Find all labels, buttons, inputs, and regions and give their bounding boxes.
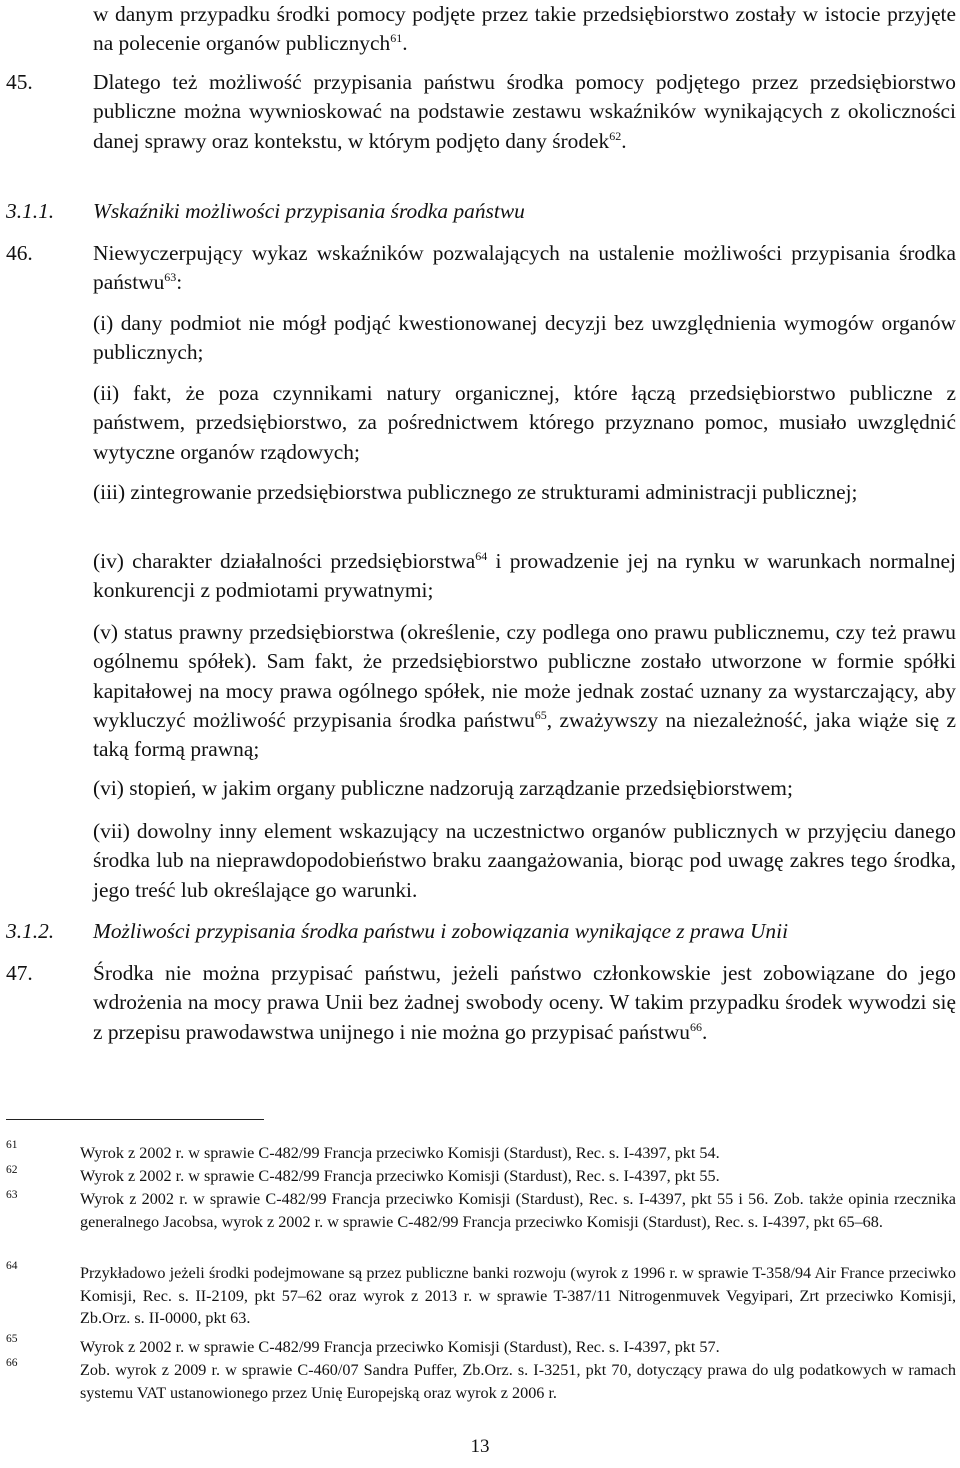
paragraph-number-45: 45.	[6, 70, 33, 94]
footnote-number-66: 66	[6, 1357, 18, 1369]
footnote-ref-64[interactable]: 64	[475, 548, 488, 563]
section-heading-3-1-2: 3.1.2. Możliwości przypisania środka państwu i zobowiązania wynikające z prawa Unii	[6, 919, 789, 943]
footnote-number-61: 61	[6, 1139, 18, 1151]
paragraph-number-46: 46.	[6, 241, 33, 265]
list-item-iv: (iv) charakter działalności przedsiębiorstwa$^{64}$ i prowadzenie jej na rynku w warunkach normalnej konkurencji z podmiotami prywatnymi;	[93, 548, 956, 603]
footnote-64: Przykładowo jeżeli środki podejmowane są przez publiczne banki rozwoju (wyrok z 1996 r. w sprawie T-358/94 Air France przeciwko Komisji, Rec. s. II-2109, pkt 57–62 oraz wyrok z 2013 r. w sprawie T-387/11 Nitrogenmuvek Vegyipari, Zrt przeciwko Komisji, Zb.Orz. s. II-0000, pkt 63.	[80, 1264, 956, 1328]
footnote-number-64: 64	[6, 1260, 18, 1272]
paragraph-46: Niewyczerpujący wykaz wskaźników pozwalających na ustalenie możliwości przypisania środka państwu$^{63}$:	[93, 241, 956, 295]
list-item-ii: (ii) fakt, że poza czynnikami natury organicznej, które łączą przedsiębiorstwo publiczne z państwem, przedsiębiorstwo, za pośrednictwem którego przyznano pomoc, musiało uwzględnić wytyczne organów rządowych;	[93, 381, 956, 464]
list-item-vii: (vii) dowolny inny element wskazujący na uczestnictwo organów publicznych w przyjęciu danego środka lub na nieprawdopodobieństwo braku zaangażowania, biorąc pod uwagę zakres tego środka, jego treść lub określające go warunki.	[93, 819, 956, 902]
paragraph-45: Dlatego też możliwość przypisania państwu środka pomocy podjętego przez przedsiębiorstwo publiczne można wywnioskować na podstawie zestawu wskaźników wynikających z okoliczności danej sprawy oraz kontekstu, w którym podjęto dany środek$^{62}$.	[93, 70, 956, 153]
continued-paragraph: w danym przypadku środki pomocy podjęte przez takie przedsiębiorstwo zostały w istocie przyjęte na polecenie organów publicznych$^{61}$.	[93, 2, 956, 56]
footnote-66: Zob. wyrok z 2009 r. w sprawie C-460/07 Sandra Puffer, Zb.Orz. s. I-3251, pkt 70, dotyczący prawa do ulg podatkowych w ramach systemu VAT ustanowionego przez Unię Europejską oraz wyrok z 2006 r.	[80, 1361, 956, 1402]
footnote-65: Wyrok z 2002 r. w sprawie C-482/99 Francja przeciwko Komisji (Stardust), Rec. s. I-4397, pkt 57.	[80, 1338, 720, 1356]
paragraph-47: Środka nie można przypisać państwu, jeżeli państwo członkowskie jest zobowiązane do jego wdrożenia na mocy prawa Unii bez żadnej swobody oceny. W takim przypadku środek wywodzi się z przepisu prawodawstwa unijnego i nie można go przypisać państwu$^{66}$.	[93, 961, 956, 1044]
page-number: 13	[470, 1436, 490, 1457]
footnote-number-65: 65	[6, 1333, 18, 1345]
list-item-vi: (vi) stopień, w jakim organy publiczne nadzorują zarządzanie przedsiębiorstwem;	[93, 776, 793, 800]
footnote-ref-62[interactable]: 62	[609, 128, 622, 143]
footnote-number-62: 62	[6, 1164, 18, 1176]
footnote-61: Wyrok z 2002 r. w sprawie C-482/99 Francja przeciwko Komisji (Stardust), Rec. s. I-4397, pkt 54.	[80, 1144, 720, 1162]
footnote-62: Wyrok z 2002 r. w sprawie C-482/99 Francja przeciwko Komisji (Stardust), Rec. s. I-4397, pkt 55.	[80, 1167, 720, 1185]
footnote-ref-66[interactable]: 66	[690, 1019, 702, 1034]
list-item-i: (i) dany podmiot nie mógł podjąć kwestionowanej decyzji bez uwzględnienia wymogów organów publicznych;	[93, 311, 956, 365]
footnote-ref-63[interactable]: 63	[164, 270, 177, 285]
section-heading-3-1-1: 3.1.1. Wskaźniki możliwości przypisania środka państwu	[6, 199, 525, 223]
paragraph-number-47: 47.	[6, 961, 33, 985]
footnote-number-63: 63	[6, 1189, 18, 1201]
footnote-ref-61[interactable]: 61	[390, 31, 403, 46]
list-item-v: (v) status prawny przedsiębiorstwa (określenie, czy podlega ono prawu publicznemu, czy też prawu ogólnemu spółek). Sam fakt, że przedsiębiorstwo publiczne zostało utworzone w formie spółki kapitałowej na mocy prawa ogólnego spółek, nie może jednak zostać uznany za wystarczający, aby wykluczyć możliwość przypisania środka państwu$^{65}$, zważywszy na niezależność, jaka wiąże się z taką formą prawną;	[93, 620, 956, 762]
list-item-iii: (iii) zintegrowanie przedsiębiorstwa publicznego ze strukturami administracji publicznej;	[93, 480, 858, 504]
footnote-63: Wyrok z 2002 r. w sprawie C-482/99 Francja przeciwko Komisji (Stardust), Rec. s. I-4397, pkt 55 i 56. Zob. także opinia rzecznika generalnego Jacobsa, wyrok z 2002 r. w sprawie C-482/99 Francja przeciwko Komisji (Stardust), Rec. s. I-4397, pkt 65–68.	[80, 1190, 956, 1231]
footnote-ref-65[interactable]: 65	[534, 707, 547, 722]
footnote-separator	[6, 1119, 264, 1120]
